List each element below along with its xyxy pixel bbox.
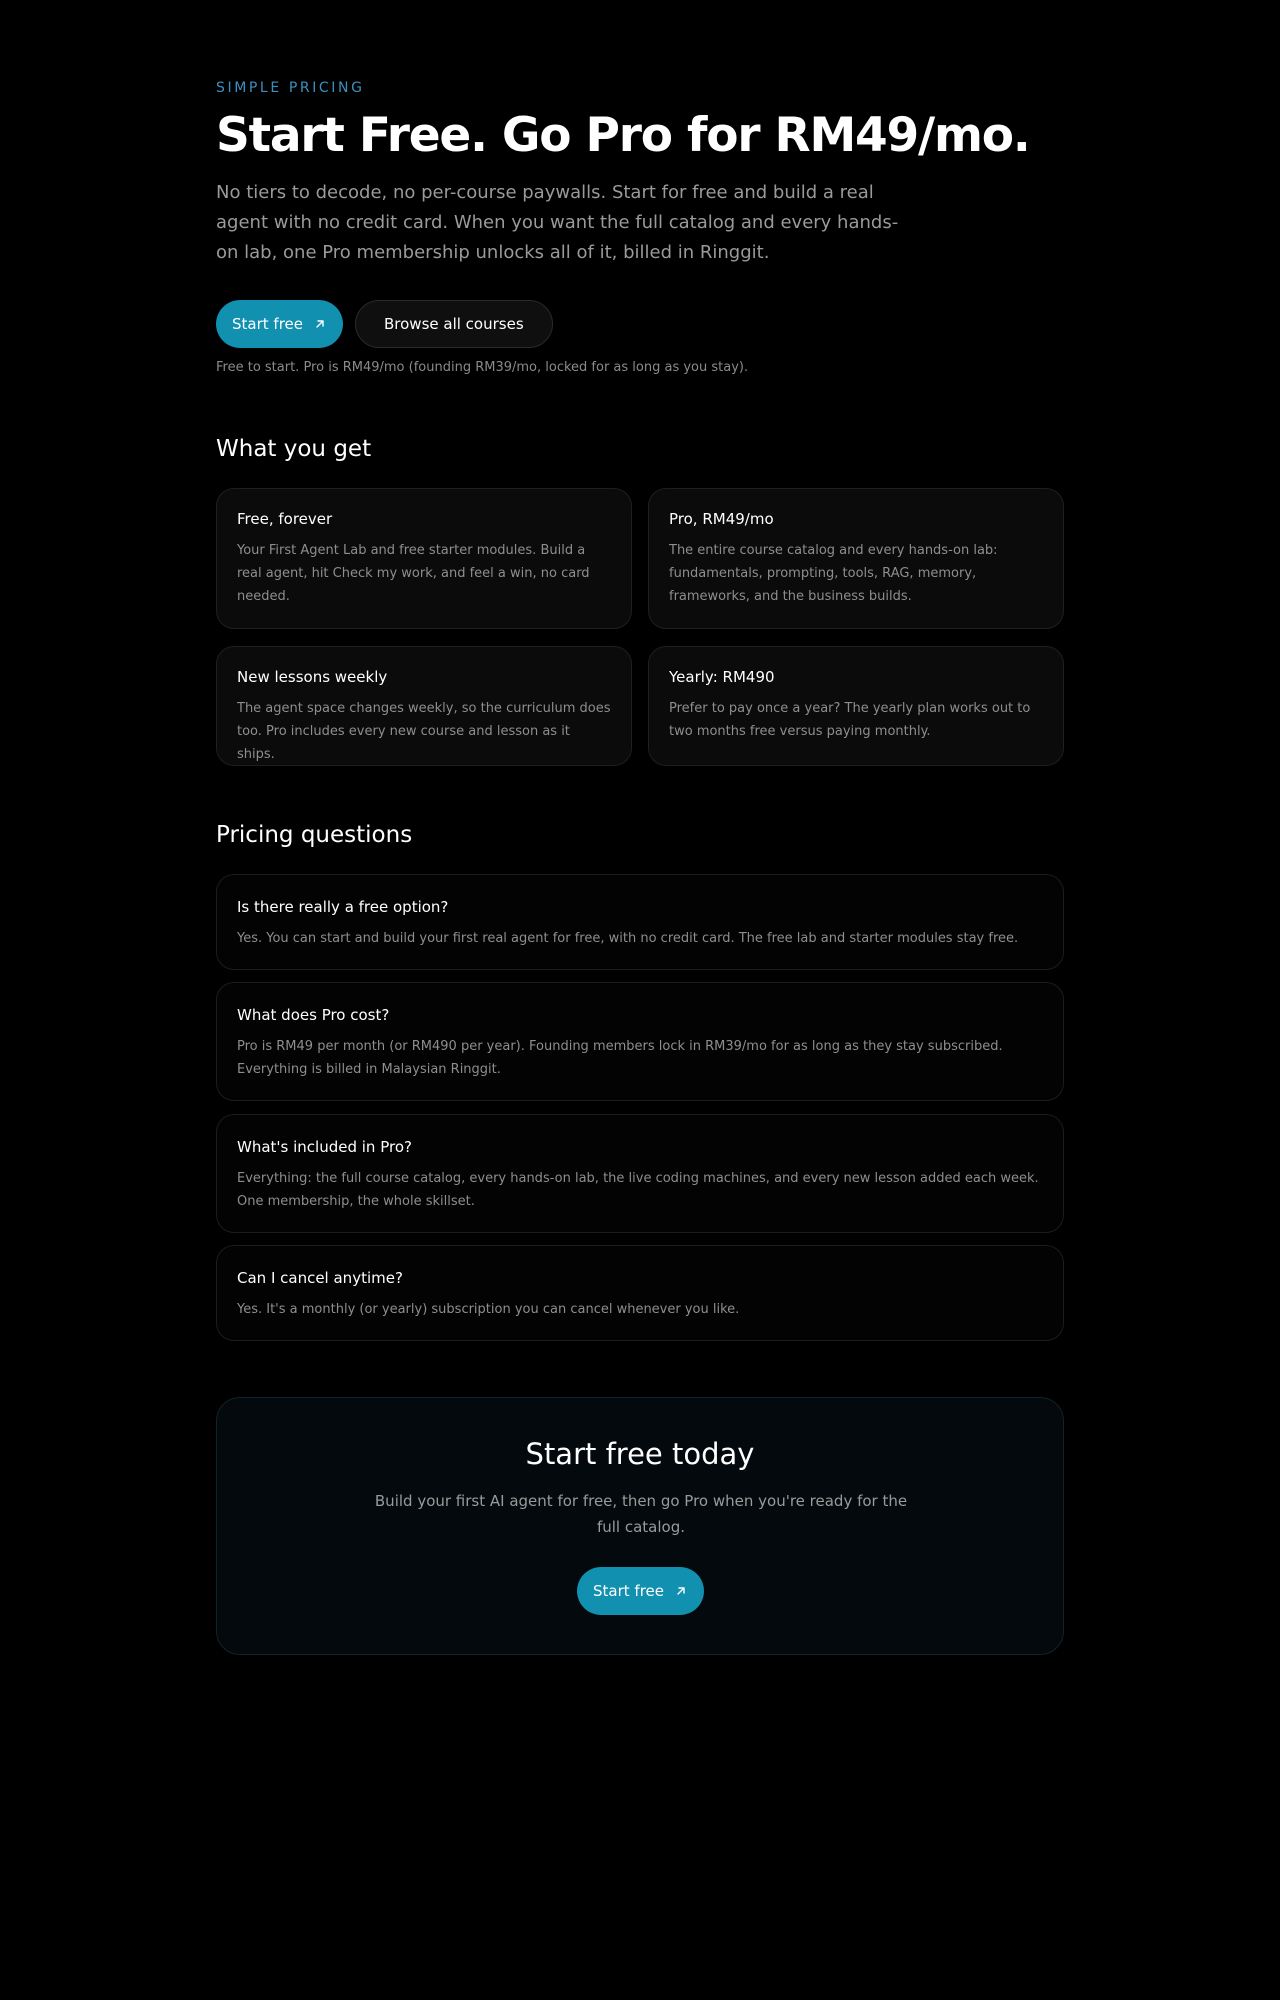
benefit-body: The entire course catalog and every hands-on lab: fundamentals, prompting, tools, RAG, memory, frameworks, and the business builds. (669, 543, 998, 604)
faq-answer: Yes. It's a monthly (or yearly) subscription you can cancel whenever you like. (237, 1302, 740, 1317)
cta-start-free-button[interactable] (577, 1567, 704, 1615)
benefit-card-pro (648, 488, 1064, 629)
faq-question: What's included in Pro? (237, 1138, 412, 1156)
faq-answer: Pro is RM49 per month (or RM490 per year). Founding members lock in RM39/mo for as long as they stay subscribed. Everything is billed in Malaysian Ringgit. (237, 1039, 1003, 1077)
cta-panel (216, 1397, 1064, 1655)
faq-item-pro-included[interactable] (216, 1114, 1064, 1233)
benefit-card-free (216, 488, 632, 629)
benefit-body: The agent space changes weekly, so the curriculum does too. Pro includes every new course and lesson as it ships. (237, 701, 611, 762)
start-free-button[interactable] (216, 300, 343, 348)
faq-answer: Everything: the full course catalog, every hands-on lab, the live coding machines, and every new lesson added each week. One membership, the whole skillset. (237, 1171, 1039, 1209)
benefits-heading: What you get (216, 436, 372, 462)
arrow-up-right-icon (674, 1584, 688, 1598)
faq-item-free-option[interactable] (216, 874, 1064, 970)
benefit-card-weekly (216, 646, 632, 766)
benefit-card-yearly (648, 646, 1064, 766)
start-free-label: Start free (232, 315, 303, 333)
benefit-body: Prefer to pay once a year? The yearly plan works out to two months free versus paying monthly. (669, 701, 1031, 739)
arrow-up-right-icon (313, 317, 327, 331)
benefit-title: Pro, RM49/mo (669, 510, 774, 528)
browse-courses-button[interactable]: Browse all courses (355, 300, 553, 348)
benefit-title: Yearly: RM490 (669, 668, 775, 686)
faq-heading: Pricing questions (216, 822, 413, 848)
faq-item-cancel[interactable] (216, 1245, 1064, 1341)
hero-subtitle: No tiers to decode, no per-course paywalls. Start for free and build a real agent with no credit card. When you want the full catalog and every hands-on lab, one Pro membership unlocks all of it, billed in Ringgit. (216, 182, 899, 263)
eyebrow-label: SIMPLE PRICING (216, 80, 365, 96)
benefit-title: New lessons weekly (237, 668, 388, 686)
faq-question: Is there really a free option? (237, 898, 449, 916)
faq-answer: Yes. You can start and build your first real agent for free, with no credit card. The free lab and starter modules stay free. (237, 931, 1019, 946)
pricing-note: Free to start. Pro is RM49/mo (founding RM39/mo, locked for as long as you stay). (216, 360, 749, 375)
hero-actions (216, 300, 553, 348)
benefit-title: Free, forever (237, 510, 333, 528)
cta-subtitle: Build your first AI agent for free, then go Pro when you're ready for the full catalog. (374, 1492, 908, 1536)
faq-question: What does Pro cost? (237, 1006, 390, 1024)
page-title: Start Free. Go Pro for RM49/mo. (216, 108, 1030, 163)
cta-start-free-label: Start free (593, 1582, 664, 1600)
faq-question: Can I cancel anytime? (237, 1269, 403, 1287)
faq-item-pro-cost[interactable] (216, 982, 1064, 1101)
benefit-body: Your First Agent Lab and free starter modules. Build a real agent, hit Check my work, and feel a win, no card needed. (237, 543, 590, 604)
cta-title: Start free today (525, 1437, 755, 1471)
